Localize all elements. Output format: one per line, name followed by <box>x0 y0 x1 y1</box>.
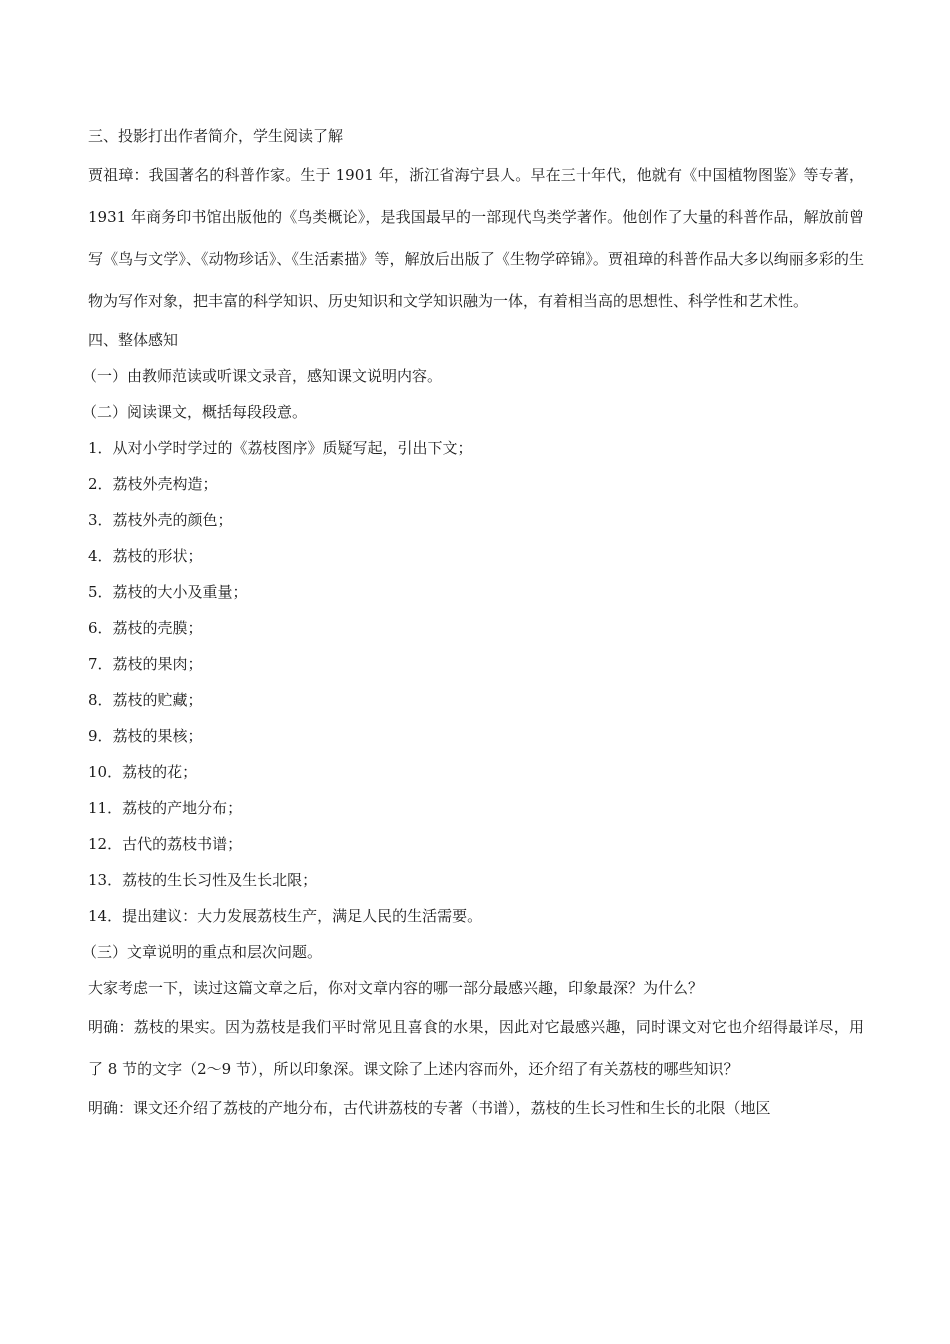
list-item: 9．荔枝的果核； <box>88 727 203 745</box>
step-teacher-reading: （一）由教师范读或听课文录音，感知课文说明内容。 <box>82 367 443 385</box>
document-body <box>82 118 864 1126</box>
list-item: 8．荔枝的贮藏； <box>88 691 203 709</box>
author-bio-paragraph: 贾祖璋：我国著名的科普作家。生于 1901 年，浙江省海宁县人。早在三十年代，他就有《中国植物图鉴》等专著，1931 年商务印书馆出版他的《鸟类概论》，是我国最早的一部现代鸟类学著作。他创作了大量的科普作品，解放前曾写《鸟与文学》、《动物珍话》、《生活素描》等，解放后出版了《生物学碎锦》。贾祖璋的科普作品大多以绚丽多彩的生物为写作对象，把丰富的科学知识、历史知识和文学知识融为一体，有着相当高的思想性、科学性和艺术性。 <box>88 166 864 310</box>
list-item: 3．荔枝外壳的颜色； <box>88 511 233 529</box>
list-item: 5．荔枝的大小及重量； <box>88 583 248 601</box>
section-heading-author-intro: 三、投影打出作者简介，学生阅读了解 <box>88 127 344 145</box>
list-item: 6．荔枝的壳膜； <box>88 619 203 637</box>
list-item: 4．荔枝的形状； <box>88 547 203 565</box>
list-item: 1．从对小学时学过的《荔枝图序》质疑写起，引出下文； <box>88 439 473 457</box>
list-item: 11．荔枝的产地分布； <box>88 799 243 817</box>
answer-paragraph-other-knowledge: 明确：课文还介绍了荔枝的产地分布，古代讲荔枝的专著（书谱），荔枝的生长习性和生长的北限（地区 <box>88 1099 771 1117</box>
paragraph-summary-list <box>88 430 864 934</box>
step-summarize-paragraphs: （二）阅读课文，概括每段段意。 <box>82 403 308 421</box>
list-item: 12．古代的荔枝书谱； <box>88 835 243 853</box>
section-heading-overall-perception: 四、整体感知 <box>88 331 179 349</box>
answer-paragraph-fruit: 明确：荔枝的果实。因为荔枝是我们平时常见且喜食的水果，因此对它最感兴趣，同时课文对它也介绍得最详尽，用了 8 节的文字（2～9 节），所以印象深。课文除了上述内容而外，还介绍了有关荔枝的哪些知识？ <box>88 1018 864 1078</box>
list-item: 13．荔枝的生长习性及生长北限； <box>88 871 318 889</box>
discussion-question: 大家考虑一下，读过这篇文章之后，你对文章内容的哪一部分最感兴趣，印象最深？为什么？ <box>88 979 704 997</box>
list-item: 10．荔枝的花； <box>88 763 198 781</box>
list-item: 7．荔枝的果肉； <box>88 655 203 673</box>
step-key-points: （三）文章说明的重点和层次问题。 <box>82 943 323 961</box>
list-item: 14．提出建议：大力发展荔枝生产，满足人民的生活需要。 <box>88 907 483 925</box>
list-item: 2．荔枝外壳构造； <box>88 475 218 493</box>
